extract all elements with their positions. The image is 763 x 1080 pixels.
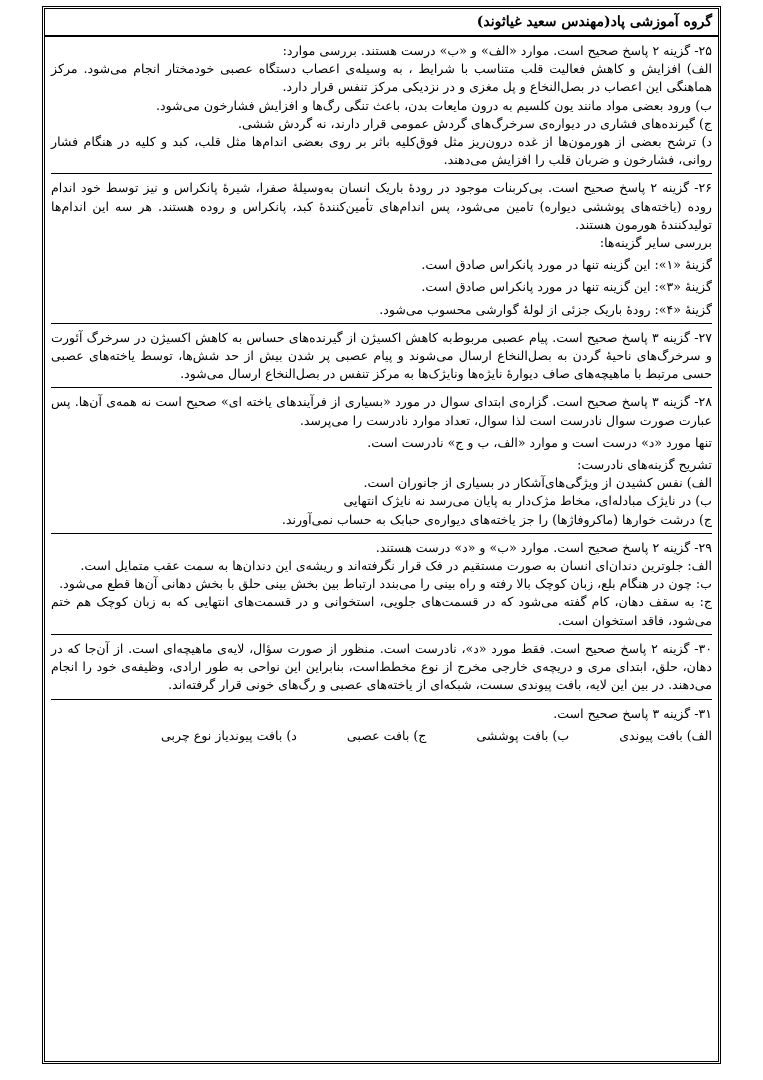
option-d: د) بافت پیوندیاز نوع چربی xyxy=(161,727,297,743)
answer-25 xyxy=(51,37,712,174)
answer-29 xyxy=(51,534,712,635)
option-b: ب) بافت پوششی xyxy=(476,727,570,743)
answer-line: ۳۰- گزینه ۲ پاسخ صحیح است. فقط مورد «د»، نادرست است. منظور از صورت سؤال، لایه‌ی ماهیچه‌ای است. از آن‌جا که در دهان، حلق، ابتدای مری و دریچه‌ی خارجی مخرج از نوع مخطط‌است، بنابراین این نواحی به طور ارادی، وظیفه‌ی خود را انجام می‌دهند. در بین این لایه، بافت پیوندی سست، شبکه‌ای از یاخته‌های عصبی و رگ‌های خونی قرار گرفته‌اند. xyxy=(51,640,712,693)
answer-line: ۲۷- گزینه ۳ پاسخ صحیح است. پیام عصبی مربوط‌به کاهش اکسیژن از گیرنده‌های حساس به کاهش اکسیژن در سرخرگ آئورت و سرخرگ‌های ناحیهٔ گردن به بصل‌النخاع ارسال می‌شوند و پیام عصبی پر شدن بیش از حد شش‌ها، توسط یاخته‌های عصبی حسی مرتبط با ماهیچه‌های صاف دیوارهٔ نایژه‌ها ونایژک‌ها به مرکز تنفس در بصل‌النخاع ارسال می‌شود. xyxy=(51,329,712,382)
answer-line: ج) گیرنده‌های فشاری در دیواره‌ی سرخرگ‌های گردش عمومی قرار دارند، نه گردش ششی. xyxy=(238,115,712,131)
option-c: ج) بافت عصبی xyxy=(346,727,427,743)
answer-27 xyxy=(51,324,712,389)
answer-line: ۳۱- گزینه ۳ پاسخ صحیح است. xyxy=(553,705,712,721)
answer-list xyxy=(45,37,718,749)
answer-30 xyxy=(51,635,712,700)
answer-line: گزینهٔ «۳»: این گزینه تنها در مورد پانکراس صادق است. xyxy=(421,279,712,295)
answer-line: بررسی سایر گزینه‌ها: xyxy=(599,235,712,251)
header-title: گروه آموزشی پاد(مهندس سعید غیاثوند) xyxy=(476,14,712,30)
answer-line: د) ترشح بعضی از هورمون‌ها از غده درون‌ریز مثل فوق‌کلیه باثر بر روی بعضی اندام‌ها مثل قلب، کبد و کلیه در هنگام فشار روانی، فشارخون و ضربان قلب را افزایش می‌دهند. xyxy=(51,134,712,168)
answer-line: تشریح گزینه‌های نادرست: xyxy=(577,457,712,473)
answer-line: ۲۵- گزینه ۲ پاسخ صحیح است. موارد «الف» و «ب» درست هستند. بررسی موارد: xyxy=(282,43,712,58)
answer-line: ۲۹- گزینه ۲ پاسخ صحیح است. موارد «ب» و «د» درست هستند. xyxy=(375,539,712,555)
page-frame xyxy=(42,6,721,1064)
answer-line: تنها مورد «د» درست است و موارد «الف، ب و ج» نادرست است. xyxy=(367,434,712,450)
answer-line: گزینهٔ «۴»: رودهٔ باریک جزئی از لولهٔ گوارشی محسوب می‌شود. xyxy=(379,301,712,317)
answer-line: الف) افزایش و کاهش فعالیت قلب متناسب با شرایط ، به وسیله‌ی اعصاب دستگاه عصبی خودمختار انجام می‌شود. مرکز هماهنگی این اعصاب در بصل‌النخاع و پل مغزی و در نزدیکی مرکز تنفس قرار دارد. xyxy=(51,61,712,95)
answer-line: الف) نفس کشیدن از ویژگی‌های‌آشکار در بسیاری از جانوران است. xyxy=(363,475,712,491)
option-a: الف) بافت پیوندی xyxy=(619,727,712,743)
answer-31 xyxy=(51,700,712,749)
answer-line: الف: جلوترین دندان‌ای انسان به صورت مستقیم در فک قرار نگرفته‌اند و ریشه‌ی این دندان‌ها به سمت عقب متمایل است. xyxy=(80,558,712,574)
page-header xyxy=(45,9,718,37)
answer-line: ج: به سقف دهان، کام گفته می‌شود که در قسمت‌های جلویی، استخوانی و در قسمت‌های انتهایی که به زبان کوچک هم ختم می‌شود، فاقد استخوان است. xyxy=(51,594,712,628)
answer-line: گزینهٔ «۱»: این گزینه تنها در مورد پانکراس صادق است. xyxy=(421,257,712,273)
answer-line: ب) ورود بعضی مواد مانند یون کلسیم به درون مایعات بدن، باعث تنگی رگ‌ها و افزایش فشارخون می‌شود. xyxy=(156,97,712,113)
answer-28 xyxy=(51,388,712,533)
answer-line: ج) درشت خوارها (ماکروفاژها) را جز یاخته‌های دیواره‌ی حبابک به حساب نمی‌آورند. xyxy=(281,511,712,527)
option-row xyxy=(51,727,712,745)
answer-line: ب: چون در هنگام بلع، زبان کوچک بالا رفته و راه بینی را می‌بندد ارتباط بین بخش بینی حلق با بخش دهانی آن‌ها قطع می‌شود. xyxy=(59,576,712,592)
answer-line: ۲۸- گزینه ۳ پاسخ صحیح است. گزاره‌ی ابتدای سوال در مورد «بسیاری از فرآیندهای یاخته ای» صحیح است نه همه‌ی آن‌ها. پس عبارت صورت سوال نادرست است لذا سوال، تعداد موارد نادرست را می‌پرسد. xyxy=(51,394,712,428)
answer-line: ۲۶- گزینه ۲ پاسخ صحیح است. بی‌کربنات موجود در روده‌ٔ باریک انسان به‌وسیلهٔ صفرا، شیرهٔ پانکراس و نیز توسط خود اندام روده (یاخته‌های پوششی دیواره) تامین می‌شود، پس اندام‌های تأمین‌کنندهٔ کبد، پانکراس و روده هستند. هر سه این اندام‌ها تولیدکنندهٔ هورمون هستند. xyxy=(51,180,713,232)
answer-26 xyxy=(51,174,712,323)
answer-line: ب) در نایژک مبادله‌ای، مخاط مژک‌دار به پایان می‌رسد نه نایژک انتهایی xyxy=(343,493,712,509)
